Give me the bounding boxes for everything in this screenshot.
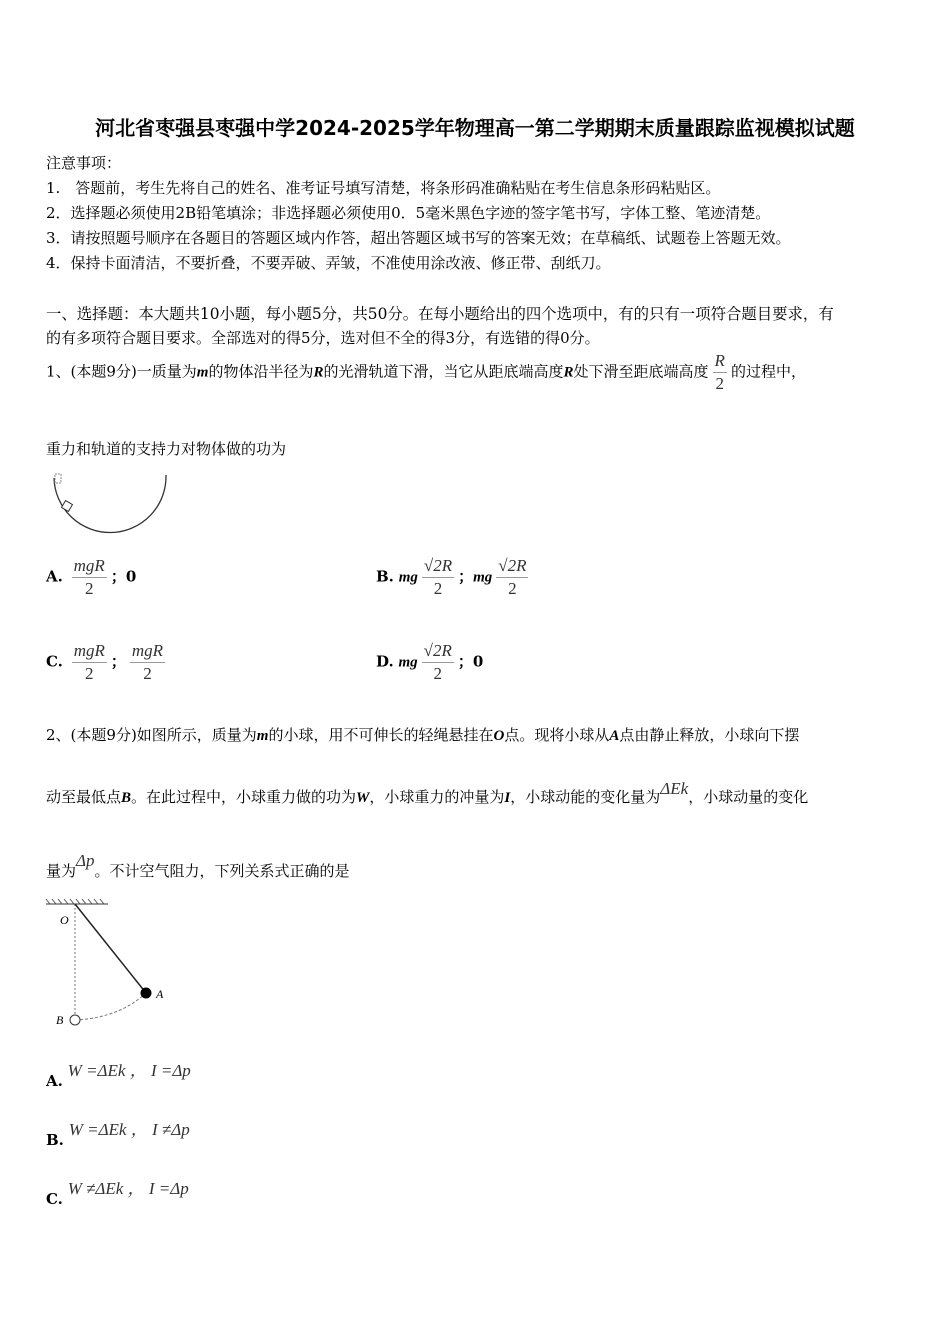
question-2-stem-line3: 量为Δp。不计空气阻力，下列关系式正确的是 bbox=[46, 851, 350, 880]
question-2-stem-line2: 动至最低点B。在此过程中，小球重力做的功为W，小球重力的冲量为I，小球动能的变化量为ΔEk，小球动量的变化 bbox=[46, 779, 809, 806]
notice-item: 3．请按照题号顺序在各题目的答题区域内作答，超出答题区域书写的答案无效；在草稿纸、试题卷上答题无效。 bbox=[46, 229, 791, 247]
q2-option-c[interactable]: C. W ≠ΔEk ， I =Δp bbox=[46, 1179, 189, 1208]
option-a[interactable]: A. $\frac{\text{mgR}}{2}$ ；0 bbox=[46, 556, 137, 598]
question-1-stem-line2: 重力和轨道的支持力对物体做的功为 bbox=[46, 440, 287, 458]
section-heading: 的有多项符合题目要求。全部选对的得5分，选对但不全的得3分，有选错的得0分。 bbox=[46, 329, 600, 347]
page-title: 河北省枣强县枣强中学2024-2025学年物理高一第二学期期末质量跟踪监视模拟试题 bbox=[95, 116, 855, 140]
pendulum-diagram bbox=[44, 898, 174, 1033]
question-1-stem: 1、(本题9分)一质量为m的物体沿半径为R的光滑轨道下滑，当它从距底端高度R处下滑至距底端高度 $\frac{R}{2}$ 的过程中， bbox=[46, 351, 806, 393]
notice-item: 4．保持卡面清洁，不要折叠，不要弄破、弄皱，不准使用涂改液、修正带、刮纸刀。 bbox=[46, 254, 611, 272]
label-b: B bbox=[56, 1013, 64, 1027]
section-heading: 一、选择题：本大题共10小题，每小题5分，共50分。在每小题给出的四个选项中，有的只有一项符合题目要求，有 bbox=[46, 305, 834, 323]
q2-option-a[interactable]: A. W =ΔEk ， I =Δp bbox=[46, 1061, 191, 1090]
option-c[interactable]: C. $\frac{\text{mgR}}{2}$ ； $\frac{\text{mgR}}{2}$ bbox=[46, 641, 164, 683]
notice-item: 2．选择题必须使用2B铅笔填涂；非选择题必须使用0．5毫米黑色字迹的签字笔书写，字体工整、笔迹清楚。 bbox=[46, 204, 771, 222]
q2-option-b[interactable]: B. W =ΔEk ， I ≠Δp bbox=[46, 1120, 190, 1149]
track-diagram bbox=[48, 470, 173, 535]
notice-item: 1. 答题前，考生先将自己的姓名、准考证号填写清楚，将条形码准确粘贴在考生信息条形码粘贴区。 bbox=[46, 179, 721, 197]
notice-heading: 注意事项： bbox=[46, 154, 122, 172]
option-b[interactable]: B. mg $\frac{√2R}{2}$ ；mg $\frac{√2R}{2}$ bbox=[376, 556, 527, 598]
option-d[interactable]: D. mg $\frac{√2R}{2}$ ；0 bbox=[376, 641, 484, 683]
label-o: O bbox=[60, 913, 69, 927]
question-2-stem: 2、(本题9分)如图所示，质量为m的小球，用不可伸长的轻绳悬挂在O点。现将小球从A点由静止释放，小球向下摆 bbox=[46, 726, 800, 744]
label-a: A bbox=[156, 987, 164, 1001]
